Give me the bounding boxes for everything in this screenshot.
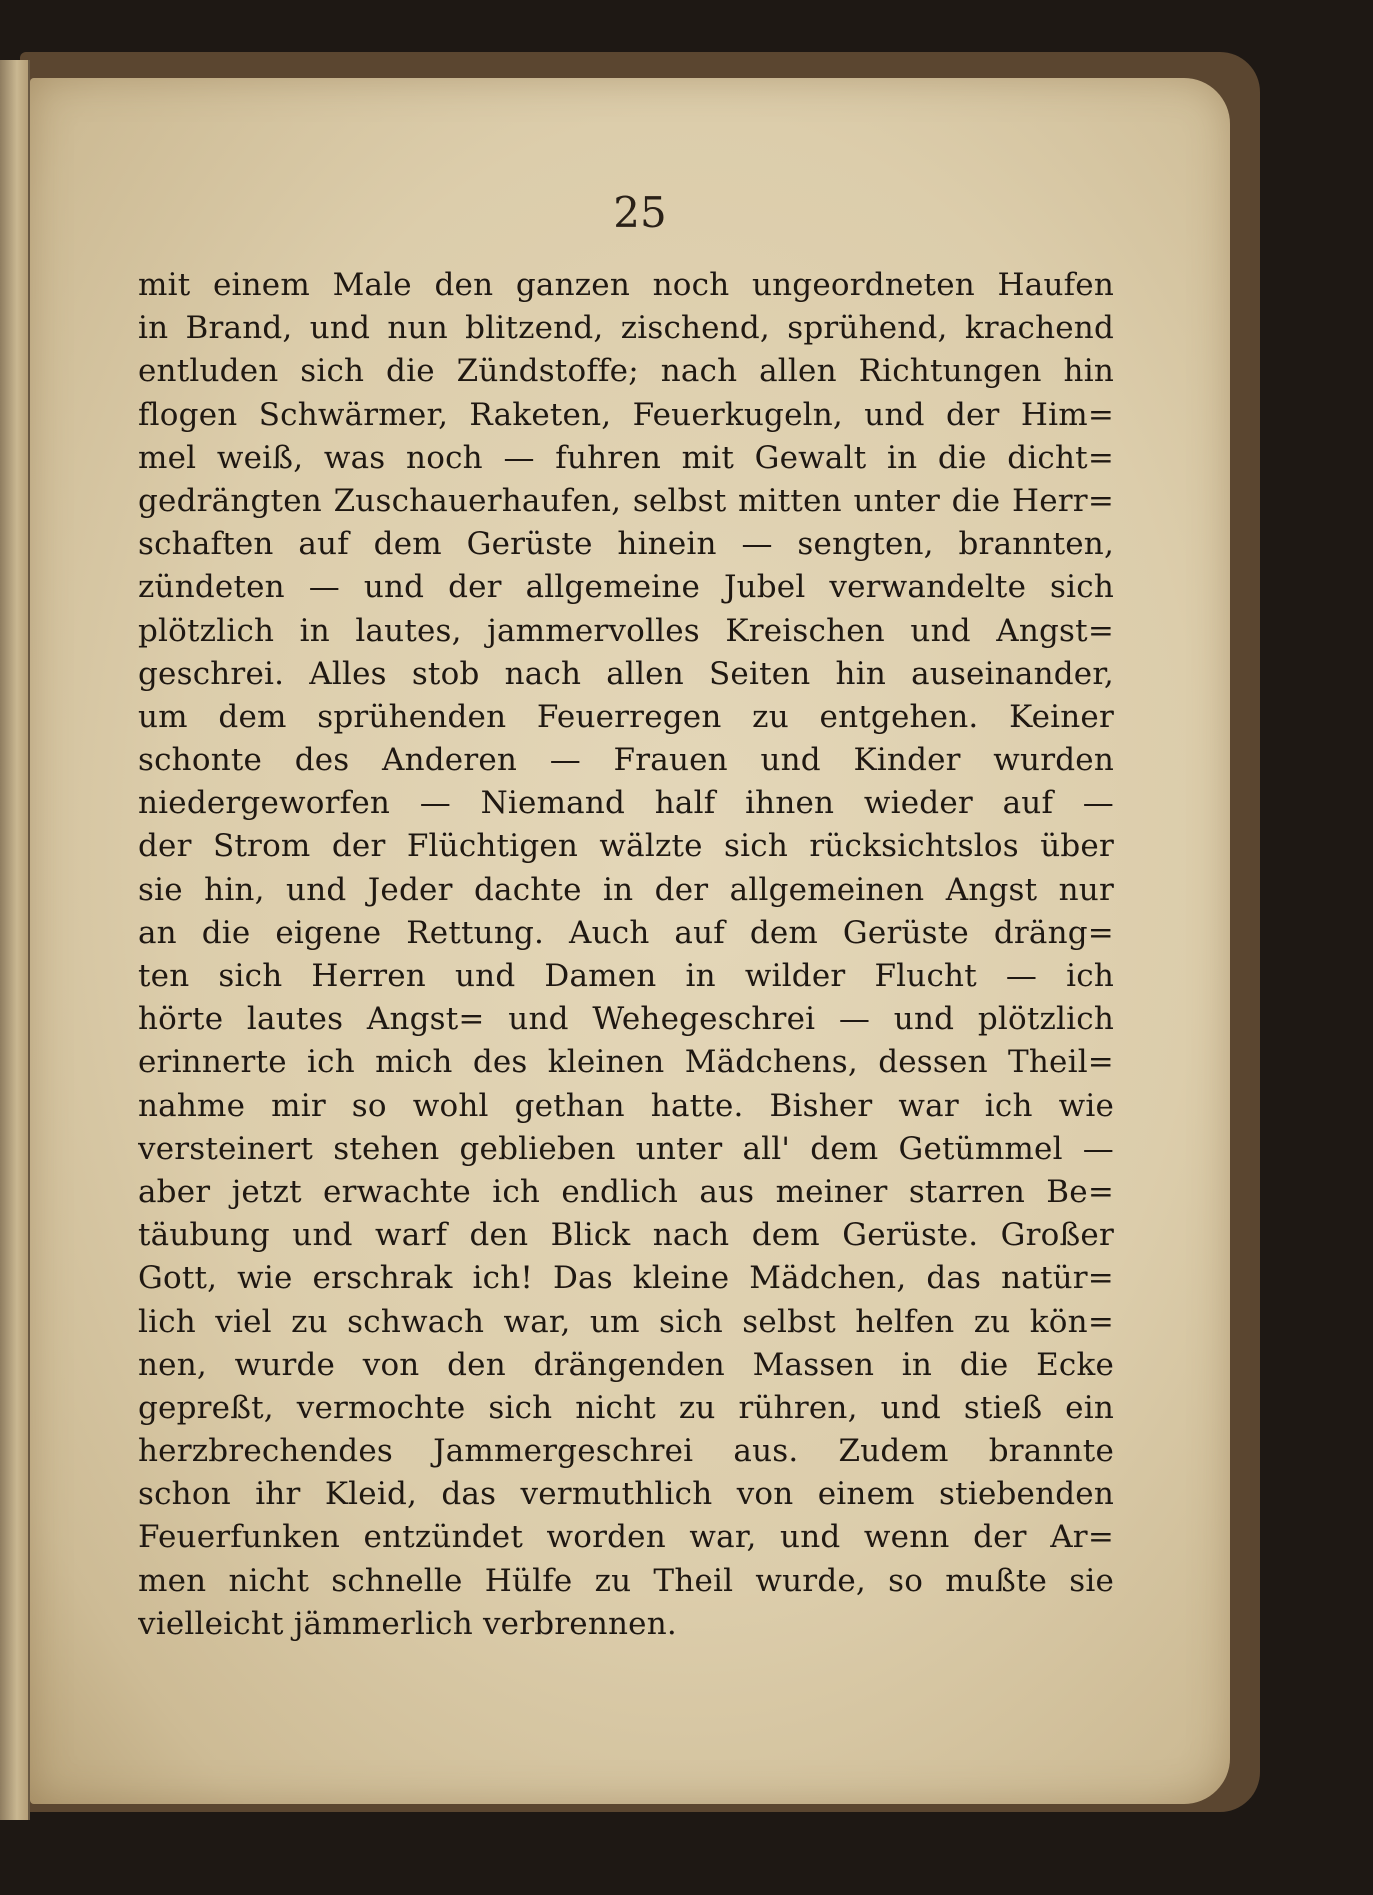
text-line: in Brand, und nun blitzend, zischend, sprühend, krachend — [138, 310, 1114, 347]
text-line: an die eigene Rettung. Auch auf dem Gerüste dräng= — [138, 914, 1114, 951]
text-line: versteinert stehen geblieben unter all' dem Getümmel — — [138, 1130, 1114, 1167]
text-line: men nicht schnelle Hülfe zu Theil wurde, so mußte sie — [138, 1562, 1114, 1599]
text-line: Gott, wie erschrak ich! Das kleine Mädchen, das natür= — [138, 1260, 1114, 1297]
text-line: gepreßt, vermochte sich nicht zu rühren, und stieß ein — [138, 1389, 1114, 1426]
text-line: der Strom der Flüchtigen wälzte sich rücksichtslos über — [138, 828, 1114, 865]
text-line: mel weiß, was noch — fuhren mit Gewalt in die dicht= — [138, 439, 1114, 476]
text-line: schonte des Anderen — Frauen und Kinder wurden — [138, 742, 1114, 779]
page-number: 25 — [613, 188, 667, 237]
text-line: mit einem Male den ganzen noch ungeordneten Haufen — [138, 267, 1114, 303]
text-line: gedrängten Zuschauerhaufen, selbst mitten unter die Herr= — [138, 482, 1114, 519]
text-line: herzbrechendes Jammergeschrei aus. Zudem brannte — [138, 1433, 1114, 1470]
text-line: um dem sprühenden Feuerregen zu entgehen. Keiner — [138, 698, 1114, 735]
body-text — [138, 264, 1114, 1646]
text-line: erinnerte ich mich des kleinen Mädchens, dessen Theil= — [138, 1044, 1114, 1081]
text-line: vielleicht jämmerlich verbrennen. — [138, 1605, 677, 1642]
text-line: flogen Schwärmer, Raketen, Feuerkugeln, und der Him= — [138, 396, 1114, 433]
text-line: Feuerfunken entzündet worden war, und wenn der Ar= — [138, 1519, 1114, 1556]
text-line: nen, wurde von den drängenden Massen in die Ecke — [138, 1346, 1114, 1383]
text-line: entluden sich die Zündstoffe; nach allen Richtungen hin — [138, 353, 1114, 390]
left-page-edge — [0, 60, 30, 1820]
text-line: täubung und warf den Blick nach dem Gerüste. Großer — [138, 1217, 1114, 1254]
text-line: aber jetzt erwachte ich endlich aus meiner starren Be= — [138, 1173, 1114, 1210]
text-line: sie hin, und Jeder dachte in der allgemeinen Angst nur — [138, 871, 1114, 908]
text-line: schon ihr Kleid, das vermuthlich von einem stiebenden — [138, 1476, 1114, 1513]
text-line: geschrei. Alles stob nach allen Seiten hin auseinander, — [138, 655, 1114, 692]
text-line: zündeten — und der allgemeine Jubel verwandelte sich — [138, 569, 1114, 606]
text-line: schaften auf dem Gerüste hinein — sengten, brannten, — [138, 526, 1114, 563]
text-line: ten sich Herren und Damen in wilder Flucht — ich — [138, 958, 1114, 994]
text-line: niedergeworfen — Niemand half ihnen wieder auf — — [138, 785, 1114, 822]
text-line: hörte lautes Angst= und Wehegeschrei — und plötzlich — [138, 1001, 1114, 1038]
text-line: nahme mir so wohl gethan hatte. Bisher war ich wie — [138, 1087, 1114, 1124]
text-line: plötzlich in lautes, jammervolles Kreischen und Angst= — [138, 612, 1114, 649]
text-line: lich viel zu schwach war, um sich selbst helfen zu kön= — [138, 1303, 1114, 1340]
page-sheet — [30, 78, 1230, 1804]
